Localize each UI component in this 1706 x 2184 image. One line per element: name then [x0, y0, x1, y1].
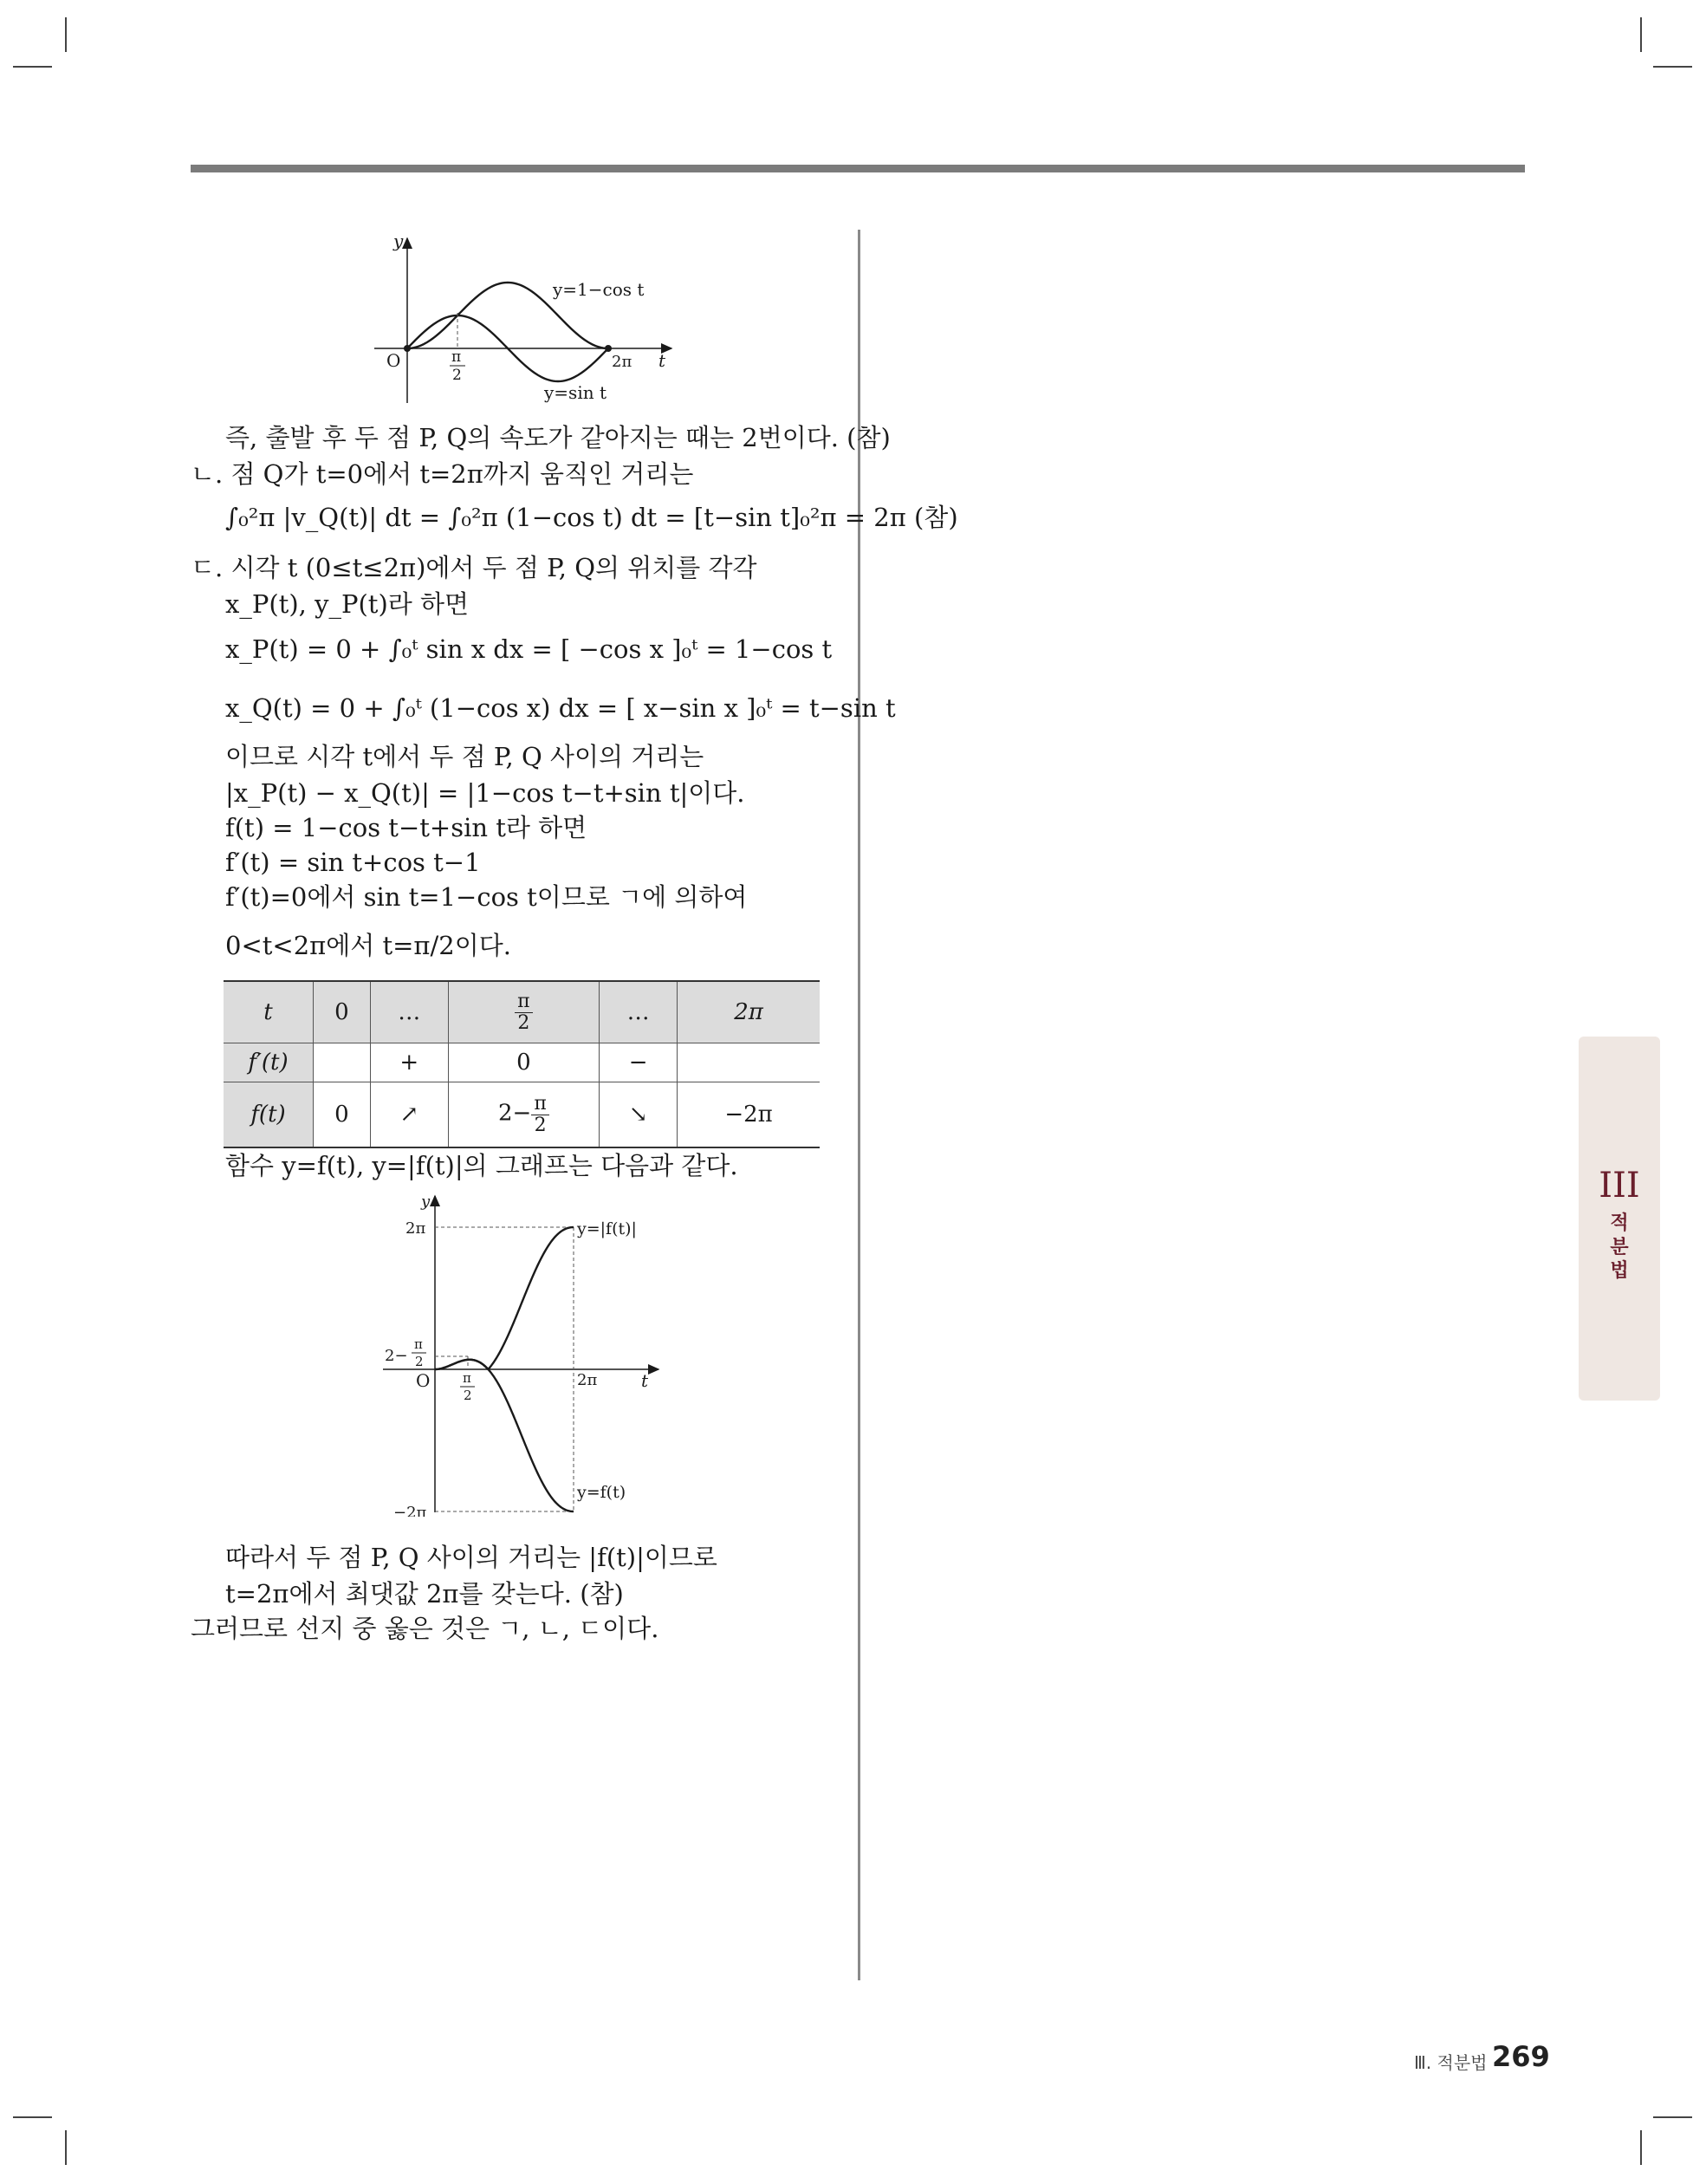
- y-axis-label: y: [393, 231, 404, 251]
- table-cell: −2π: [678, 1082, 820, 1148]
- table-cell: 0: [314, 981, 371, 1043]
- table-cell: ↗: [370, 1082, 448, 1148]
- math-line: 0<t<2π에서 t=π/2이다.: [225, 931, 511, 960]
- text-line: 그러므로 선지 중 옳은 것은 ㄱ, ㄴ, ㄷ이다.: [191, 1614, 659, 1643]
- tick-pi-den: 2: [452, 367, 462, 384]
- tick-pi-num: π: [451, 348, 462, 366]
- table-cell: f(t): [224, 1082, 314, 1148]
- text-line: 함수 y=f(t), y=|f(t)|의 그래프는 다음과 같다.: [225, 1151, 738, 1180]
- table-cell: +: [370, 1043, 448, 1082]
- crop-mark: [13, 66, 52, 68]
- math-line: |x_P(t) − x_Q(t)| = |1−cos t−t+sin t|이다.: [225, 778, 745, 808]
- x-axis-label: t: [658, 350, 666, 371]
- tick-value-2: 2: [415, 1354, 424, 1369]
- table-cell: t: [224, 981, 314, 1043]
- curve-1-minus-cos-label: y=1−cos t: [553, 279, 645, 300]
- column-divider: [858, 230, 860, 1980]
- 2pi-point: [605, 345, 612, 352]
- curve-f-label: y=f(t): [577, 1483, 626, 1502]
- cell-prefix: 2−: [498, 1101, 532, 1127]
- x-axis-label: t: [641, 1370, 649, 1391]
- math-line: f′(t)=0에서 sin t=1−cos t이므로 ㄱ에 의하여: [225, 882, 748, 912]
- crop-mark: [13, 2116, 52, 2118]
- math-line: x_Q(t) = 0 + ∫₀ᵗ (1−cos x) dx = [ x−sin x ]₀ᵗ = t−sin t: [225, 693, 896, 723]
- graph-sin-vs-1-minus-cos: [364, 230, 693, 412]
- table-cell: ↘: [600, 1082, 678, 1148]
- y-axis-label: y: [421, 1193, 431, 1211]
- table-row: [224, 1082, 820, 1148]
- frac-num: π: [531, 1094, 548, 1115]
- origin-point: [404, 345, 411, 352]
- crop-mark: [65, 2130, 67, 2165]
- math-line: f(t) = 1−cos t−t+sin t라 하면: [225, 813, 587, 842]
- table-cell: 0: [448, 1043, 599, 1082]
- text-line: ㄴ. 점 Q가 t=0에서 t=2π까지 움직인 거리는: [191, 459, 694, 489]
- crop-mark: [1653, 66, 1692, 68]
- origin-label: O: [416, 1370, 431, 1391]
- tick-2pi-y: 2π: [405, 1219, 426, 1238]
- variation-table: [224, 980, 820, 1148]
- text-line: ㄷ. 시각 t (0≤t≤2π)에서 두 점 P, Q의 위치를 각각: [191, 553, 757, 582]
- header-rule: [191, 165, 1525, 172]
- tick-2pi-x: 2π: [577, 1371, 598, 1389]
- tick-2pi: 2π: [612, 353, 632, 371]
- table-cell: [448, 981, 599, 1043]
- chapter-title-char: 적: [1610, 1212, 1629, 1234]
- page-number: 269: [1492, 2040, 1550, 2073]
- table-cell: …: [370, 981, 448, 1043]
- table-cell: [678, 1043, 820, 1082]
- text-line: x_P(t), y_P(t)라 하면: [225, 589, 470, 619]
- table-cell: …: [600, 981, 678, 1043]
- text-line: 즉, 출발 후 두 점 P, Q의 속도가 같아지는 때는 2번이다. (참): [225, 423, 891, 452]
- table-cell: 0: [314, 1082, 371, 1148]
- table-cell: [314, 1043, 371, 1082]
- tick-value-prefix: 2−: [385, 1347, 408, 1365]
- frac-den: 2: [517, 1011, 530, 1034]
- curve-abs-f-label: y=|f(t)|: [577, 1219, 637, 1238]
- tick-value-pi: π: [414, 1336, 423, 1352]
- table-row: [224, 981, 820, 1043]
- math-line: f′(t) = sin t+cos t−1: [225, 848, 481, 877]
- chapter-title-char: 법: [1610, 1260, 1629, 1282]
- graph-f-and-abs-f: [373, 1187, 702, 1517]
- frac-num: π: [515, 991, 532, 1012]
- text-line: 따라서 두 점 P, Q 사이의 거리는 |f(t)|이므로: [225, 1543, 717, 1572]
- chapter-numeral: III: [1599, 1166, 1640, 1206]
- origin-label: O: [386, 350, 401, 371]
- crop-mark: [65, 17, 67, 52]
- tick-neg2pi-y: −2π: [393, 1504, 427, 1517]
- frac-den: 2: [534, 1114, 547, 1136]
- table-cell: f′(t): [224, 1043, 314, 1082]
- tick-x-pi: π: [463, 1370, 471, 1386]
- curve-abs-f: [435, 1227, 574, 1369]
- math-line: ∫₀²π |v_Q(t)| dt = ∫₀²π (1−cos t) dt = [t−sin t]₀²π = 2π (참): [225, 503, 958, 532]
- text-line: t=2π에서 최댓값 2π를 갖는다. (참): [225, 1579, 624, 1609]
- tick-x-2: 2: [464, 1388, 472, 1403]
- table-cell: 2π: [678, 981, 820, 1043]
- footer-section-title: Ⅲ. 적분법: [1414, 2052, 1488, 2073]
- crop-mark: [1640, 2130, 1642, 2165]
- chapter-title: [1579, 1212, 1660, 1284]
- math-line: x_P(t) = 0 + ∫₀ᵗ sin x dx = [ −cos x ]₀ᵗ = 1−cos t: [225, 634, 833, 664]
- curve-f: [435, 1360, 574, 1511]
- text-line: 이므로 시각 t에서 두 점 P, Q 사이의 거리는: [225, 742, 704, 771]
- table-cell: [448, 1082, 599, 1148]
- crop-mark: [1653, 2116, 1692, 2118]
- chapter-title-char: 분: [1610, 1236, 1629, 1258]
- curve-sin-label: y=sin t: [544, 382, 607, 403]
- table-row: [224, 1043, 820, 1082]
- crop-mark: [1640, 17, 1642, 52]
- table-cell: −: [600, 1043, 678, 1082]
